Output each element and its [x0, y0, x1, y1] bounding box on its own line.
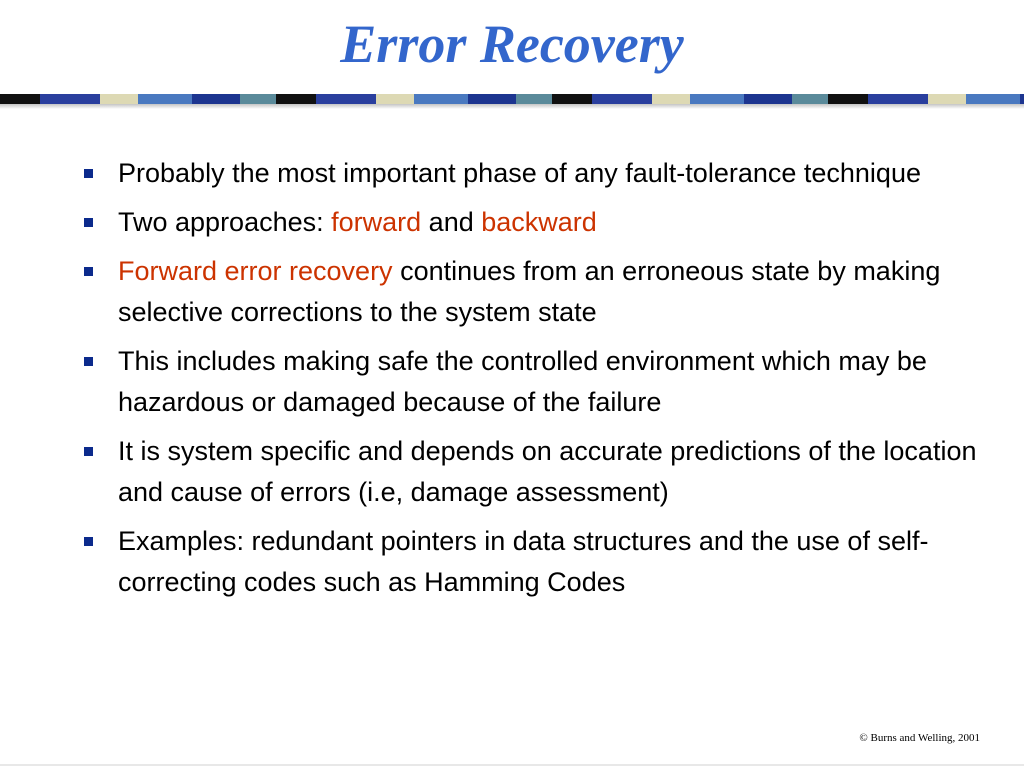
stripe-segment — [40, 94, 100, 104]
stripe-segment — [868, 94, 928, 104]
stripe-segment — [1020, 94, 1024, 104]
highlight-backward: backward — [481, 207, 597, 237]
stripe-segment — [592, 94, 652, 104]
stripe-segment — [316, 94, 376, 104]
slide-title: Error Recovery — [340, 14, 684, 74]
highlight-forward: forward — [331, 207, 422, 237]
stripe-segment — [0, 94, 40, 104]
stripe-segment — [376, 94, 414, 104]
bullet-item — [82, 153, 1002, 194]
copyright-footer: © Burns and Welling, 2001 — [859, 732, 980, 744]
square-bullet-icon — [84, 537, 93, 546]
bullet-text-run: and — [421, 207, 482, 237]
bullet-item — [82, 341, 1002, 423]
bullet-item — [82, 251, 1002, 333]
bullet-text-run: continues from an erroneous state by making selective corrections to the system state — [118, 256, 941, 327]
stripe-segment — [744, 94, 792, 104]
stripe-segment — [276, 94, 316, 104]
stripe-segment — [966, 94, 1020, 104]
square-bullet-icon — [84, 357, 93, 366]
bullet-text — [118, 256, 940, 327]
stripe-segment — [138, 94, 192, 104]
bullet-text-run: Two approaches: — [118, 207, 332, 237]
square-bullet-icon — [84, 218, 93, 227]
bullet-text: Examples: redundant pointers in data structures and the use of self-correcting codes such as Hamming Codes — [118, 526, 929, 597]
stripe-segment — [516, 94, 552, 104]
stripe-segment — [100, 94, 138, 104]
bullet-text: It is system specific and depends on accurate predictions of the location and cause of errors (i.e, damage assessment) — [118, 436, 977, 507]
stripe-segment — [414, 94, 468, 104]
bullet-item — [82, 521, 1002, 603]
bullet-text: This includes making safe the controlled environment which may be hazardous or damaged because of the failure — [118, 346, 927, 417]
stripe-segment — [652, 94, 690, 104]
square-bullet-icon — [84, 267, 93, 276]
stripe-segment — [690, 94, 744, 104]
bullet-list — [82, 153, 1002, 611]
stripe-segment — [192, 94, 240, 104]
title-divider-stripe — [0, 94, 1024, 104]
bottom-border — [0, 764, 1024, 766]
bullet-item — [82, 431, 1002, 513]
bullet-text — [118, 207, 597, 237]
bullet-text: Probably the most important phase of any fault-tolerance technique — [118, 158, 921, 188]
bullet-item — [82, 202, 1002, 243]
stripe-segment — [240, 94, 276, 104]
square-bullet-icon — [84, 169, 93, 178]
stripe-segment — [468, 94, 516, 104]
stripe-segment — [828, 94, 868, 104]
stripe-segment — [928, 94, 966, 104]
square-bullet-icon — [84, 447, 93, 456]
stripe-segment — [552, 94, 592, 104]
stripe-segment — [792, 94, 828, 104]
highlight-forward-error-recovery: Forward error recovery — [118, 256, 393, 286]
